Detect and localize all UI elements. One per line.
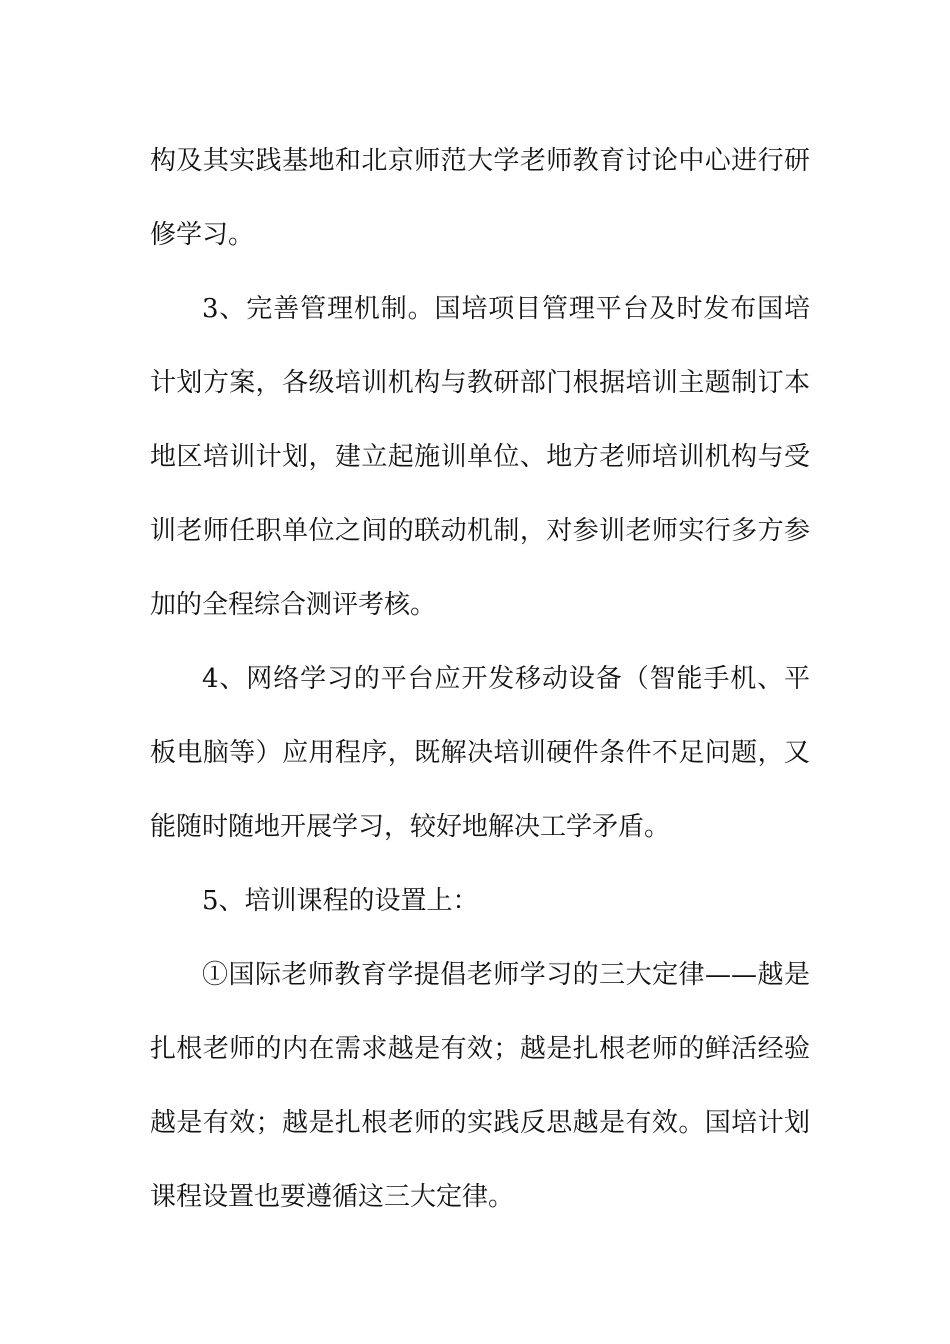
- paragraph-three-laws: ①国际老师教育学提倡老师学习的三大定律——越是扎根老师的内在需求越是有效；越是扎根老师的鲜活经验越是有效；越是扎根老师的实践反思越是有效。国培计划课程设置也要遵循这三大定律。: [150, 960, 810, 1212]
- paragraph-continuation: 构及其实践基地和北京师范大学老师教育讨论中心进行研修学习。: [150, 146, 810, 250]
- paragraph-management-mechanism: 3、完善管理机制。国培项目管理平台及时发布国培计划方案，各级培训机构与教研部门根据培训主题制订本地区培训计划，建立起施训单位、地方老师培训机构与受训老师任职单位之间的联动机制，对参训老师实行多方参加的全程综合测评考核。: [150, 294, 810, 620]
- paragraph-mobile-learning: 4、网络学习的平台应开发移动设备（智能手机、平板电脑等）应用程序，既解决培训硬件条件不足问题，又能随时随地开展学习，较好地解决工学矛盾。: [150, 664, 810, 842]
- document-body: [150, 124, 810, 1234]
- paragraph-course-setup: 5、培训课程的设置上：: [202, 886, 479, 916]
